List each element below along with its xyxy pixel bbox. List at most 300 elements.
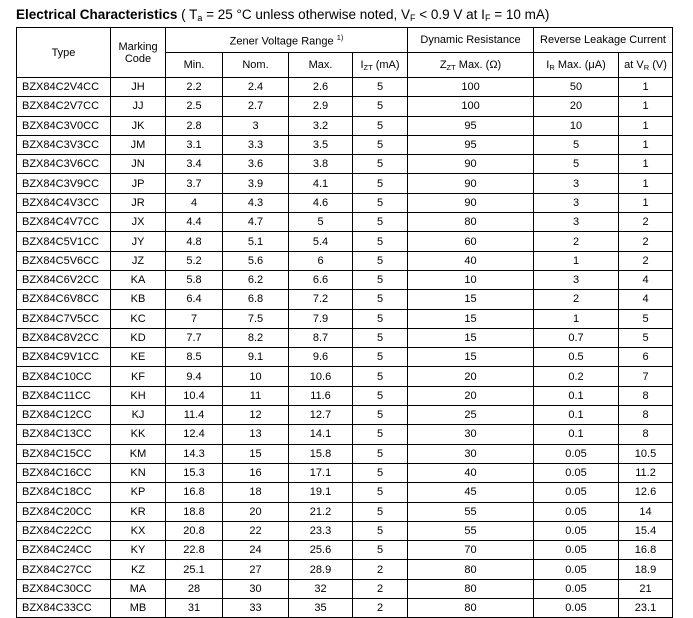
title-vf-subscript: F — [410, 13, 416, 23]
vr-suffix: (V) — [649, 58, 667, 71]
cell-ir-max: 10 — [534, 116, 619, 135]
cell-zzt-max: 20 — [408, 367, 534, 386]
cell-vz-min: 3.1 — [166, 135, 223, 154]
cell-zzt-max: 80 — [408, 579, 534, 598]
cell-vr: 4 — [619, 270, 673, 289]
cell-zzt-max: 60 — [408, 232, 534, 251]
header-izt — [353, 53, 408, 78]
cell-zzt-max: 55 — [408, 502, 534, 521]
cell-vz-nom: 5.6 — [223, 251, 289, 270]
cell-type: BZX84C22CC — [17, 521, 111, 540]
table-row — [17, 232, 673, 251]
cell-vz-max: 4.1 — [289, 174, 353, 193]
title-part-2: = 25 °C unless otherwise noted, V — [202, 7, 411, 22]
cell-zzt-max: 15 — [408, 290, 534, 309]
cell-ir-max: 1 — [534, 309, 619, 328]
cell-vz-max: 17.1 — [289, 463, 353, 482]
cell-vz-nom: 22 — [223, 521, 289, 540]
cell-izt: 5 — [353, 232, 408, 251]
cell-izt: 5 — [353, 425, 408, 444]
cell-vz-nom: 10 — [223, 367, 289, 386]
cell-ir-max: 0.05 — [534, 483, 619, 502]
cell-type: BZX84C16CC — [17, 463, 111, 482]
cell-vz-nom: 3.6 — [223, 155, 289, 174]
cell-vz-nom: 3 — [223, 116, 289, 135]
cell-marking-code: JH — [111, 78, 166, 97]
cell-vz-nom: 20 — [223, 502, 289, 521]
cell-vz-nom: 33 — [223, 599, 289, 618]
cell-vz-nom: 2.7 — [223, 97, 289, 116]
cell-vz-max: 25.6 — [289, 541, 353, 560]
cell-vz-nom: 6.8 — [223, 290, 289, 309]
table-row — [17, 213, 673, 232]
cell-izt: 5 — [353, 116, 408, 135]
cell-vz-nom: 15 — [223, 444, 289, 463]
cell-vz-min: 14.3 — [166, 444, 223, 463]
ir-sub: R — [549, 62, 555, 72]
table-row — [17, 251, 673, 270]
cell-ir-max: 0.05 — [534, 560, 619, 579]
cell-izt: 5 — [353, 348, 408, 367]
cell-zzt-max: 95 — [408, 116, 534, 135]
cell-marking-code: KM — [111, 444, 166, 463]
izt-suffix: (mA) — [372, 58, 400, 71]
cell-vz-min: 20.8 — [166, 521, 223, 540]
cell-vz-max: 3.8 — [289, 155, 353, 174]
cell-vz-nom: 9.1 — [223, 348, 289, 367]
cell-type: BZX84C24CC — [17, 541, 111, 560]
cell-marking-code: JX — [111, 213, 166, 232]
table-row — [17, 425, 673, 444]
cell-zzt-max: 30 — [408, 444, 534, 463]
cell-marking-code: MB — [111, 599, 166, 618]
cell-vz-max: 9.6 — [289, 348, 353, 367]
table-row — [17, 579, 673, 598]
cell-type: BZX84C9V1CC — [17, 348, 111, 367]
table-row — [17, 463, 673, 482]
cell-vz-max: 5 — [289, 213, 353, 232]
cell-vr: 8 — [619, 406, 673, 425]
cell-vz-min: 7 — [166, 309, 223, 328]
cell-vz-max: 14.1 — [289, 425, 353, 444]
cell-vz-max: 2.6 — [289, 78, 353, 97]
cell-zzt-max: 45 — [408, 483, 534, 502]
cell-vz-min: 2.5 — [166, 97, 223, 116]
cell-vr: 6 — [619, 348, 673, 367]
cell-vz-min: 6.4 — [166, 290, 223, 309]
cell-vr: 8 — [619, 386, 673, 405]
cell-ir-max: 0.7 — [534, 328, 619, 347]
table-row — [17, 560, 673, 579]
cell-ir-max: 3 — [534, 193, 619, 212]
cell-izt: 5 — [353, 97, 408, 116]
cell-vr: 18.9 — [619, 560, 673, 579]
cell-vz-nom: 3.3 — [223, 135, 289, 154]
cell-vz-min: 4.8 — [166, 232, 223, 251]
cell-zzt-max: 90 — [408, 193, 534, 212]
cell-vz-max: 21.2 — [289, 502, 353, 521]
cell-type: BZX84C2V7CC — [17, 97, 111, 116]
header-marking-line2: Code — [124, 52, 152, 65]
cell-marking-code: KC — [111, 309, 166, 328]
cell-vz-min: 4 — [166, 193, 223, 212]
cell-type: BZX84C3V0CC — [17, 116, 111, 135]
cell-type: BZX84C13CC — [17, 425, 111, 444]
cell-vz-min: 15.3 — [166, 463, 223, 482]
cell-type: BZX84C33CC — [17, 599, 111, 618]
table-row — [17, 270, 673, 289]
header-marking-code — [111, 28, 166, 78]
cell-ir-max: 20 — [534, 97, 619, 116]
cell-vz-min: 31 — [166, 599, 223, 618]
cell-marking-code: KR — [111, 502, 166, 521]
cell-vz-nom: 7.5 — [223, 309, 289, 328]
cell-vz-min: 2.8 — [166, 116, 223, 135]
cell-vr: 23.1 — [619, 599, 673, 618]
table-row — [17, 193, 673, 212]
cell-izt: 5 — [353, 78, 408, 97]
cell-vz-nom: 13 — [223, 425, 289, 444]
table-row — [17, 135, 673, 154]
cell-type: BZX84C3V9CC — [17, 174, 111, 193]
table-row — [17, 97, 673, 116]
cell-vr: 1 — [619, 155, 673, 174]
cell-vz-max: 35 — [289, 599, 353, 618]
cell-marking-code: KX — [111, 521, 166, 540]
table-row — [17, 483, 673, 502]
cell-vz-min: 7.7 — [166, 328, 223, 347]
table-row — [17, 444, 673, 463]
cell-type: BZX84C27CC — [17, 560, 111, 579]
cell-zzt-max: 100 — [408, 97, 534, 116]
cell-vz-min: 5.8 — [166, 270, 223, 289]
cell-izt: 5 — [353, 174, 408, 193]
cell-ir-max: 0.1 — [534, 386, 619, 405]
cell-vr: 2 — [619, 213, 673, 232]
cell-type: BZX84C4V7CC — [17, 213, 111, 232]
cell-izt: 5 — [353, 502, 408, 521]
cell-izt: 5 — [353, 483, 408, 502]
cell-vr: 14 — [619, 502, 673, 521]
cell-izt: 5 — [353, 521, 408, 540]
cell-vz-max: 12.7 — [289, 406, 353, 425]
cell-vz-nom: 5.1 — [223, 232, 289, 251]
cell-vz-min: 18.8 — [166, 502, 223, 521]
cell-ir-max: 5 — [534, 155, 619, 174]
cell-vz-max: 8.7 — [289, 328, 353, 347]
cell-vr: 5 — [619, 328, 673, 347]
cell-ir-max: 0.05 — [534, 579, 619, 598]
cell-zzt-max: 15 — [408, 328, 534, 347]
table-row — [17, 290, 673, 309]
cell-izt: 5 — [353, 328, 408, 347]
cell-marking-code: KP — [111, 483, 166, 502]
cell-zzt-max: 80 — [408, 560, 534, 579]
cell-vz-max: 32 — [289, 579, 353, 598]
cell-vz-nom: 24 — [223, 541, 289, 560]
cell-type: BZX84C5V1CC — [17, 232, 111, 251]
cell-vz-max: 6 — [289, 251, 353, 270]
table-row — [17, 541, 673, 560]
header-marking-line1: Marking — [118, 40, 158, 53]
cell-vz-nom: 8.2 — [223, 328, 289, 347]
cell-vz-max: 10.6 — [289, 367, 353, 386]
cell-vz-nom: 12 — [223, 406, 289, 425]
cell-type: BZX84C10CC — [17, 367, 111, 386]
table-row — [17, 521, 673, 540]
cell-vr: 16.8 — [619, 541, 673, 560]
cell-vr: 21 — [619, 579, 673, 598]
cell-ir-max: 2 — [534, 290, 619, 309]
title-part-3: < 0.9 V at I — [415, 7, 485, 22]
vr-prefix: at V — [624, 58, 644, 71]
cell-vr: 4 — [619, 290, 673, 309]
cell-izt: 2 — [353, 579, 408, 598]
table-row — [17, 174, 673, 193]
cell-vr: 1 — [619, 97, 673, 116]
cell-izt: 5 — [353, 270, 408, 289]
zzt-suffix: Max. (Ω) — [455, 58, 502, 71]
cell-ir-max: 0.05 — [534, 599, 619, 618]
cell-izt: 5 — [353, 251, 408, 270]
cell-marking-code: KE — [111, 348, 166, 367]
table-row — [17, 386, 673, 405]
cell-vz-max: 4.6 — [289, 193, 353, 212]
cell-vr: 2 — [619, 251, 673, 270]
cell-vz-min: 8.5 — [166, 348, 223, 367]
cell-marking-code: JJ — [111, 97, 166, 116]
header-type: Type — [17, 28, 111, 78]
title-part-4: = 10 mA) — [490, 7, 550, 22]
cell-izt: 5 — [353, 541, 408, 560]
cell-type: BZX84C6V2CC — [17, 270, 111, 289]
cell-zzt-max: 10 — [408, 270, 534, 289]
table-row — [17, 309, 673, 328]
cell-izt: 5 — [353, 444, 408, 463]
table-title — [16, 7, 549, 23]
cell-vz-min: 28 — [166, 579, 223, 598]
cell-vr: 15.4 — [619, 521, 673, 540]
header-min: Min. — [166, 53, 223, 78]
cell-vr: 5 — [619, 309, 673, 328]
cell-vr: 7 — [619, 367, 673, 386]
cell-marking-code: JN — [111, 155, 166, 174]
cell-vr: 10.5 — [619, 444, 673, 463]
cell-vz-max: 19.1 — [289, 483, 353, 502]
characteristics-table — [16, 27, 673, 618]
cell-vz-min: 12.4 — [166, 425, 223, 444]
cell-vr: 12.6 — [619, 483, 673, 502]
cell-vz-nom: 6.2 — [223, 270, 289, 289]
cell-vz-nom: 18 — [223, 483, 289, 502]
cell-marking-code: KA — [111, 270, 166, 289]
cell-ir-max: 0.05 — [534, 521, 619, 540]
cell-ir-max: 0.1 — [534, 406, 619, 425]
cell-vz-min: 10.4 — [166, 386, 223, 405]
cell-type: BZX84C5V6CC — [17, 251, 111, 270]
cell-vz-min: 3.7 — [166, 174, 223, 193]
title-bold: Electrical Characteristics — [16, 7, 178, 22]
cell-marking-code: KF — [111, 367, 166, 386]
cell-marking-code: KJ — [111, 406, 166, 425]
cell-zzt-max: 40 — [408, 251, 534, 270]
cell-type: BZX84C2V4CC — [17, 78, 111, 97]
cell-type: BZX84C18CC — [17, 483, 111, 502]
cell-marking-code: KD — [111, 328, 166, 347]
cell-vz-min: 4.4 — [166, 213, 223, 232]
cell-marking-code: KB — [111, 290, 166, 309]
table-row — [17, 78, 673, 97]
cell-vr: 1 — [619, 193, 673, 212]
table-row — [17, 599, 673, 618]
cell-vz-nom: 30 — [223, 579, 289, 598]
cell-vz-nom: 11 — [223, 386, 289, 405]
cell-vr: 1 — [619, 78, 673, 97]
zener-footnote: 1) — [336, 32, 344, 42]
cell-izt: 2 — [353, 599, 408, 618]
cell-zzt-max: 25 — [408, 406, 534, 425]
vr-sub: R — [643, 62, 650, 72]
cell-vz-max: 7.2 — [289, 290, 353, 309]
cell-vz-max: 5.4 — [289, 232, 353, 251]
title-if-subscript: F — [484, 13, 491, 23]
cell-ir-max: 3 — [534, 174, 619, 193]
cell-zzt-max: 20 — [408, 386, 534, 405]
title-part-1: ( T — [177, 7, 198, 22]
cell-vz-nom: 4.3 — [223, 193, 289, 212]
header-zener-voltage-range — [166, 28, 408, 53]
table-row — [17, 406, 673, 425]
cell-zzt-max: 15 — [408, 309, 534, 328]
cell-vz-max: 6.6 — [289, 270, 353, 289]
cell-vz-max: 3.5 — [289, 135, 353, 154]
cell-ir-max: 0.05 — [534, 463, 619, 482]
cell-zzt-max: 90 — [408, 174, 534, 193]
cell-zzt-max: 40 — [408, 463, 534, 482]
cell-type: BZX84C11CC — [17, 386, 111, 405]
cell-type: BZX84C8V2CC — [17, 328, 111, 347]
cell-marking-code: KZ — [111, 560, 166, 579]
cell-zzt-max: 70 — [408, 541, 534, 560]
cell-type: BZX84C20CC — [17, 502, 111, 521]
cell-izt: 5 — [353, 135, 408, 154]
ir-suffix: Max. (μA) — [554, 58, 606, 71]
cell-vr: 1 — [619, 174, 673, 193]
cell-izt: 5 — [353, 193, 408, 212]
cell-izt: 5 — [353, 406, 408, 425]
cell-type: BZX84C4V3CC — [17, 193, 111, 212]
cell-vr: 1 — [619, 135, 673, 154]
header-max: Max. — [289, 53, 353, 78]
cell-ir-max: 0.05 — [534, 444, 619, 463]
cell-vz-max: 28.9 — [289, 560, 353, 579]
cell-ir-max: 0.5 — [534, 348, 619, 367]
cell-vz-max: 15.8 — [289, 444, 353, 463]
cell-izt: 5 — [353, 309, 408, 328]
zzt-sub: ZT — [446, 62, 456, 72]
cell-marking-code: KK — [111, 425, 166, 444]
cell-type: BZX84C3V6CC — [17, 155, 111, 174]
cell-vr: 11.2 — [619, 463, 673, 482]
cell-ir-max: 0.1 — [534, 425, 619, 444]
cell-zzt-max: 30 — [408, 425, 534, 444]
table-row — [17, 348, 673, 367]
cell-vr: 1 — [619, 116, 673, 135]
izt-sub: ZT — [363, 62, 373, 72]
cell-marking-code: JR — [111, 193, 166, 212]
table-body — [17, 78, 673, 618]
cell-vz-min: 9.4 — [166, 367, 223, 386]
cell-marking-code: MA — [111, 579, 166, 598]
cell-type: BZX84C15CC — [17, 444, 111, 463]
header-dynamic-resistance: Dynamic Resistance — [408, 28, 534, 53]
cell-zzt-max: 80 — [408, 599, 534, 618]
cell-izt: 5 — [353, 367, 408, 386]
cell-marking-code: KH — [111, 386, 166, 405]
cell-marking-code: KY — [111, 541, 166, 560]
header-nom: Nom. — [223, 53, 289, 78]
cell-type: BZX84C6V8CC — [17, 290, 111, 309]
cell-vz-nom: 2.4 — [223, 78, 289, 97]
cell-vz-max: 7.9 — [289, 309, 353, 328]
cell-type: BZX84C30CC — [17, 579, 111, 598]
cell-izt: 5 — [353, 290, 408, 309]
cell-ir-max: 3 — [534, 270, 619, 289]
cell-marking-code: JZ — [111, 251, 166, 270]
cell-vz-max: 3.2 — [289, 116, 353, 135]
cell-vz-min: 2.2 — [166, 78, 223, 97]
cell-vz-min: 22.8 — [166, 541, 223, 560]
cell-vz-min: 11.4 — [166, 406, 223, 425]
cell-izt: 5 — [353, 213, 408, 232]
izt-prefix: I — [360, 58, 364, 71]
cell-vz-min: 25.1 — [166, 560, 223, 579]
zzt-prefix: Z — [439, 58, 447, 71]
table-row — [17, 367, 673, 386]
cell-ir-max: 0.05 — [534, 502, 619, 521]
cell-zzt-max: 90 — [408, 155, 534, 174]
header-ir — [534, 53, 619, 78]
cell-type: BZX84C7V5CC — [17, 309, 111, 328]
cell-type: BZX84C3V3CC — [17, 135, 111, 154]
table-row — [17, 116, 673, 135]
cell-vr: 2 — [619, 232, 673, 251]
cell-vr: 8 — [619, 425, 673, 444]
cell-vz-min: 16.8 — [166, 483, 223, 502]
cell-vz-max: 2.9 — [289, 97, 353, 116]
cell-zzt-max: 80 — [408, 213, 534, 232]
cell-vz-min: 5.2 — [166, 251, 223, 270]
cell-vz-min: 3.4 — [166, 155, 223, 174]
cell-izt: 5 — [353, 463, 408, 482]
cell-vz-nom: 27 — [223, 560, 289, 579]
cell-zzt-max: 95 — [408, 135, 534, 154]
zener-group-label: Zener Voltage Range — [229, 35, 337, 48]
cell-zzt-max: 100 — [408, 78, 534, 97]
cell-zzt-max: 55 — [408, 521, 534, 540]
header-zzt — [408, 53, 534, 78]
cell-ir-max: 0.05 — [534, 541, 619, 560]
cell-marking-code: JP — [111, 174, 166, 193]
table-row — [17, 328, 673, 347]
cell-marking-code: JK — [111, 116, 166, 135]
cell-ir-max: 5 — [534, 135, 619, 154]
ir-prefix: I — [546, 58, 550, 71]
cell-ir-max: 1 — [534, 251, 619, 270]
cell-vz-max: 23.3 — [289, 521, 353, 540]
cell-marking-code: JY — [111, 232, 166, 251]
cell-zzt-max: 15 — [408, 348, 534, 367]
